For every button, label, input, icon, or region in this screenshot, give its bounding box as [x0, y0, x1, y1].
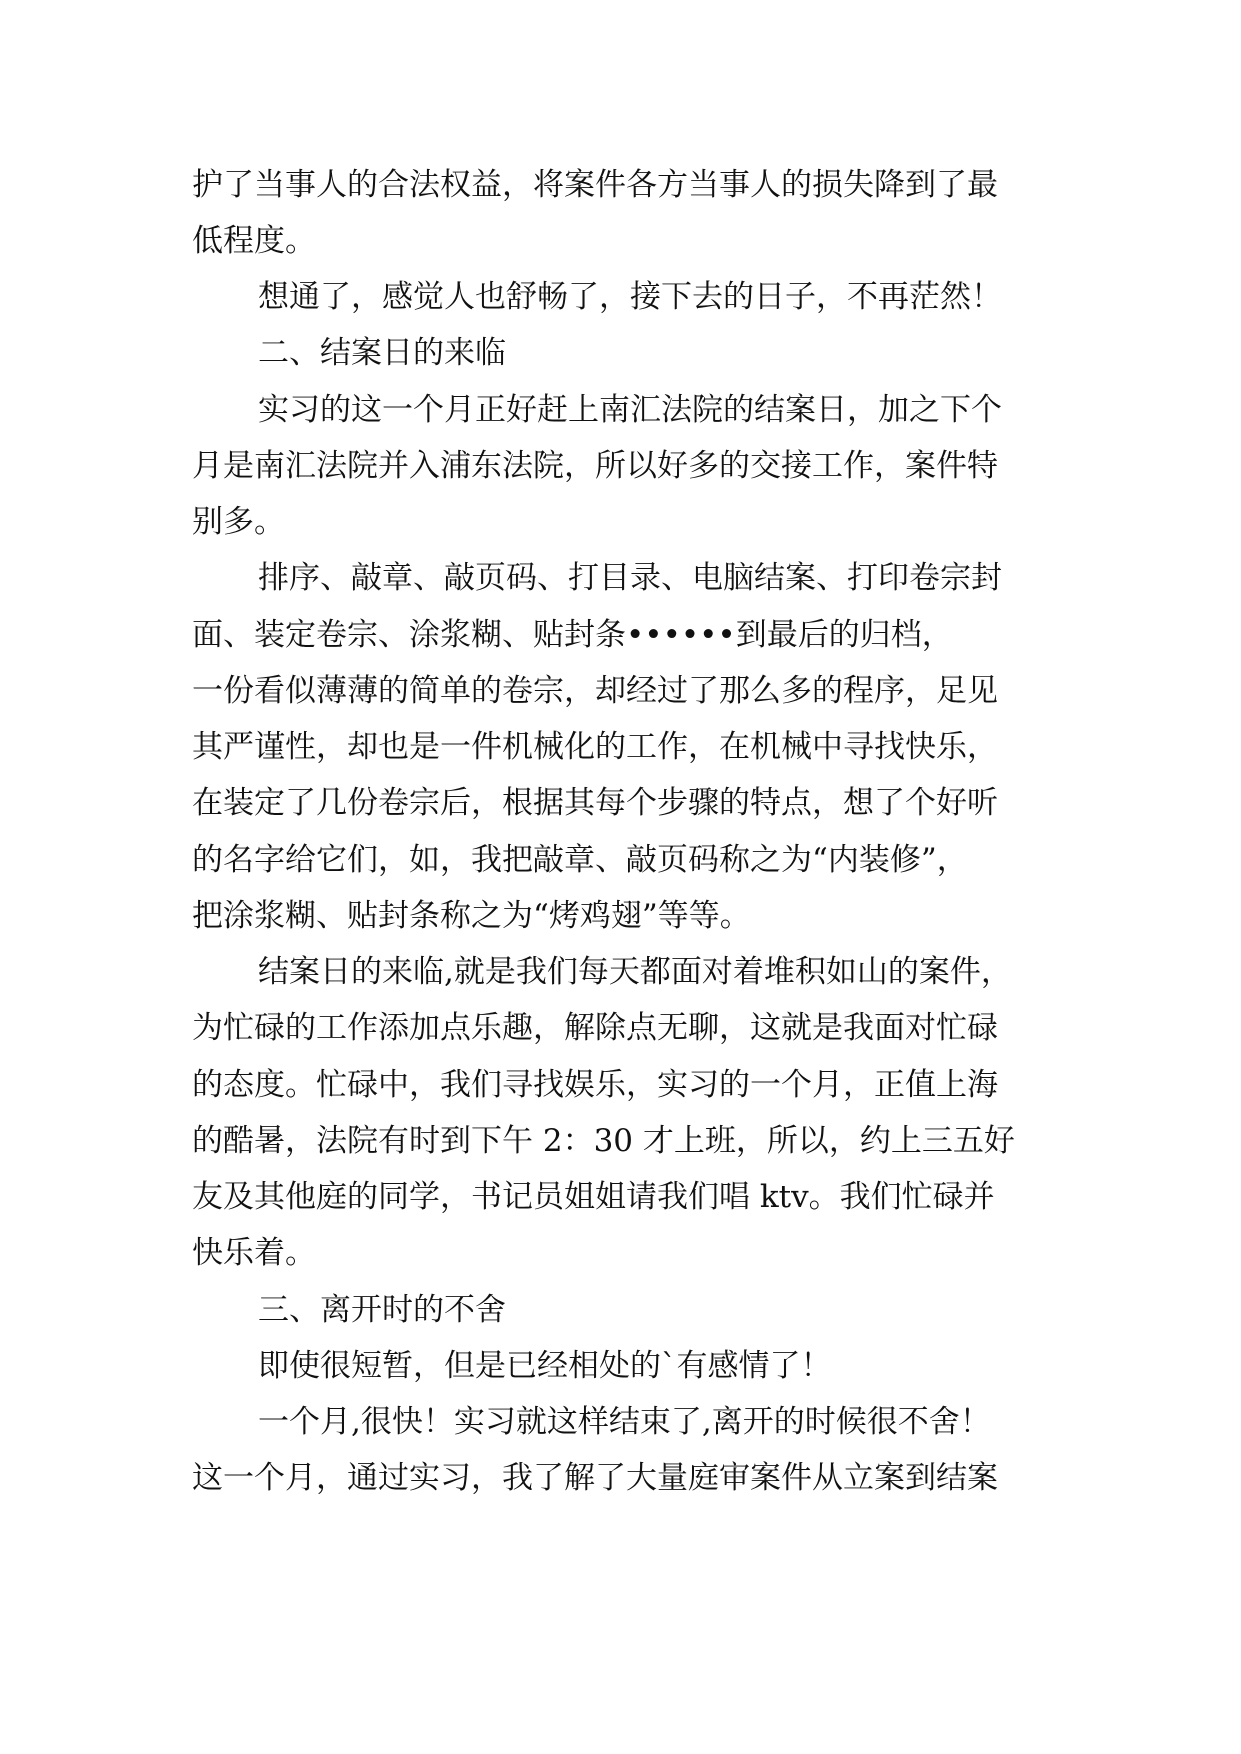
- text-line: 的酷暑，法院有时到下午 2：30 才上班，所以，约上三五好: [192, 1123, 1015, 1159]
- text-line: 面、装定卷宗、涂浆糊、贴封条••••••到最后的归档，: [192, 617, 953, 653]
- text-line: 结案日的来临,就是我们每天都面对着堆积如山的案件，: [258, 954, 1012, 990]
- text-line: 在装定了几份卷宗后，根据其每个步骤的特点，想了个好听: [192, 785, 998, 821]
- text-line: 为忙碌的工作添加点乐趣，解除点无聊，这就是我面对忙碌: [192, 1010, 998, 1046]
- text-line: 其严谨性，却也是一件机械化的工作，在机械中寻找快乐，: [192, 729, 998, 765]
- text-line: 实习的这一个月正好赶上南汇法院的结案日，加之下个: [258, 392, 1002, 428]
- section-heading: 三、离开时的不舍: [258, 1292, 506, 1328]
- text-line: 排序、敲章、敲页码、打目录、电脑结案、打印卷宗封: [258, 560, 1002, 596]
- text-line: 的名字给它们，如，我把敲章、敲页码称之为“内装修”，: [192, 842, 968, 878]
- section-heading: 二、结案日的来临: [258, 335, 506, 371]
- text-line: 这一个月，通过实习，我了解了大量庭审案件从立案到结案: [192, 1460, 998, 1496]
- text-line: 一份看似薄薄的简单的卷宗，却经过了那么多的程序，足见: [192, 673, 998, 709]
- text-line: 月是南汇法院并入浦东法院，所以好多的交接工作，案件特: [192, 448, 998, 484]
- text-line: 护了当事人的合法权益，将案件各方当事人的损失降到了最: [192, 167, 998, 203]
- text-line: 友及其他庭的同学，书记员姐姐请我们唱 ktv。我们忙碌并: [192, 1179, 995, 1215]
- text-line: 即使很短暂，但是已经相处的`有感情了！: [258, 1348, 832, 1384]
- text-line: 别多。: [192, 504, 285, 540]
- text-line: 把涂浆糊、贴封条称之为“烤鸡翅”等等。: [192, 898, 751, 934]
- text-line: 低程度。: [192, 223, 316, 259]
- text-line: 一个月,很快！实习就这样结束了,离开的时候很不舍！: [258, 1404, 991, 1440]
- text-line: 的态度。忙碌中，我们寻找娱乐，实习的一个月，正值上海: [192, 1067, 998, 1103]
- text-line: 想通了，感觉人也舒畅了，接下去的日子，不再茫然！: [258, 279, 1002, 315]
- text-line: 快乐着。: [192, 1235, 316, 1271]
